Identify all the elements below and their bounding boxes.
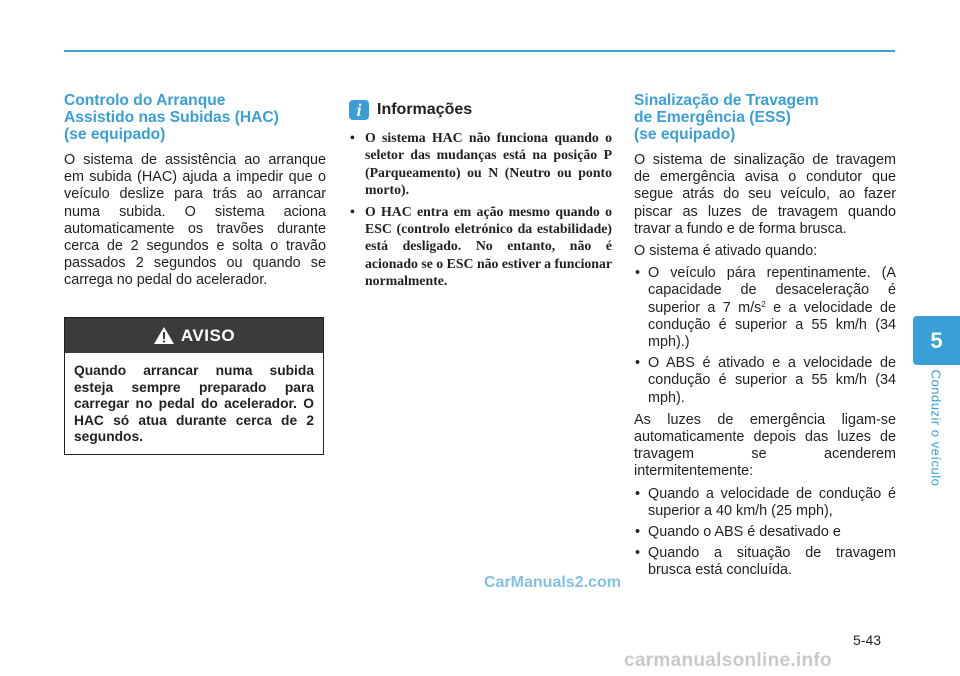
list-item: • Quando o ABS é desativado e: [634, 524, 896, 541]
hac-description: O sistema de assistência ao arranque em subida (HAC) ajuda a impedir que o veículo deslize para trás ao arrancar numa subida. O sistema aciona automaticamente os travões durante cerca de 2 segundos e solta o travão passados 2 segundos ou quando se carrega no pedal do acelerador.: [64, 152, 326, 289]
section-heading-ess: Sinalização de Travagem de Emergência (ESS) (se equipado): [634, 92, 819, 143]
warning-box: [64, 317, 324, 455]
column-info: [349, 92, 612, 294]
ess-description: O sistema de sinalização de travagem de emergência avisa o condutor que segue atrás do seu veículo, ao fazer piscar as luzes de travagem quando travar a fundo e de forma brusca.: [634, 152, 896, 237]
info-item: • O HAC entra em ação mesmo quando o ESC (controlo eletrónico da estabilidade) está desligado. No entanto, não é acionado se o ESC não estiver a funcionar normalmente.: [349, 203, 612, 290]
info-list: [349, 129, 612, 290]
column-ess: [634, 92, 896, 585]
ess-activation-list: [634, 265, 896, 407]
list-item: • O veículo pára repentinamente. (A capacidade de desaceleração é superior a 7 $m/s^2$ e a velocidade de condução é superior a 55 km/h (34 mph).): [634, 265, 896, 351]
warning-text: Quando arrancar numa subida esteja sempre preparado para carregar no pedal do acelerador. O HAC só atua durante cerca de 2 segundos.: [74, 363, 314, 445]
ess-activation-intro: O sistema é ativado quando:: [634, 243, 818, 260]
ess-hazard-list: [634, 486, 896, 580]
list-item: • O ABS é ativado e a velocidade de condução é superior a 55 km/h (34 mph).: [634, 355, 896, 407]
warning-header: [65, 318, 323, 353]
warning-triangle-icon: [153, 326, 175, 345]
warning-title: AVISO: [180, 325, 236, 345]
watermark-carmanuals2: CarManuals2.com: [484, 574, 621, 591]
page-number: 5-43: [853, 632, 882, 648]
section-heading-hac: Controlo do Arranque Assistido nas Subidas (HAC) (se equipado): [64, 92, 279, 143]
list-item: • Quando a situação de travagem brusca está concluída.: [634, 545, 896, 579]
chapter-label: Conduzir o veículo: [928, 369, 944, 487]
top-rule: [64, 50, 895, 52]
info-header: [349, 100, 612, 120]
list-item: • Quando a velocidade de condução é superior a 40 km/h (25 mph),: [634, 486, 896, 520]
chapter-tab: 5: [913, 316, 960, 365]
info-item: • O sistema HAC não funciona quando o seletor das mudanças está na posição P (Parqueamento) ou N (Neutro ou ponto morto).: [349, 129, 612, 199]
info-icon: i: [349, 100, 369, 120]
watermark-carmanualsonline: carmanualsonline.info: [624, 650, 832, 671]
ess-hazard-intro: As luzes de emergência ligam-se automaticamente depois das luzes de travagem se acenderem intermitentemente:: [634, 411, 896, 480]
column-hac: [64, 92, 326, 295]
info-title: Informações: [377, 101, 473, 118]
